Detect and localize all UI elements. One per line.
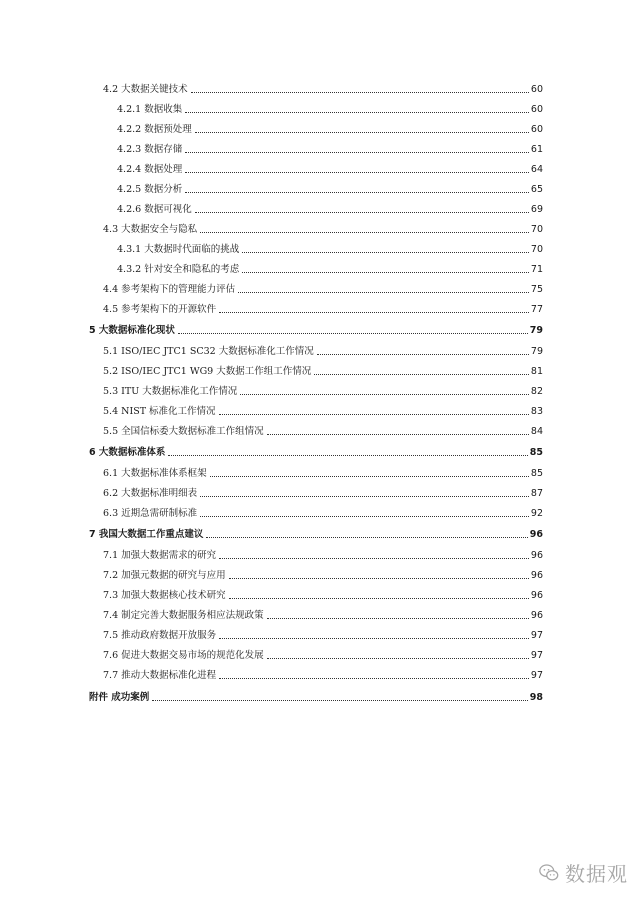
- toc-entry-title: 5.3 ITU 大数据标准化工作情况: [103, 386, 238, 397]
- dot-leader: [185, 192, 529, 193]
- toc-entry[interactable]: [103, 464, 543, 480]
- toc-entry-title: 6.1 大数据标准体系框架: [103, 468, 207, 479]
- toc-entry-page: 96: [530, 610, 543, 621]
- dot-leader: [219, 638, 529, 639]
- toc-entry-title: 5.5 全国信标委大数据标准工作组情况: [103, 426, 264, 437]
- toc-entry-title: 4.2.5 数据分析: [117, 184, 183, 195]
- dot-leader: [185, 112, 529, 113]
- toc-entry-page: 60: [530, 84, 543, 95]
- watermark: [538, 858, 628, 887]
- toc-entry-page: 70: [530, 224, 543, 235]
- toc-entry-title: 4.3.2 针对安全和隐私的考虑: [117, 264, 240, 275]
- dot-leader: [195, 132, 529, 133]
- toc-entry-title: 4.4 参考架构下的管理能力评估: [103, 284, 236, 295]
- toc-entry[interactable]: [103, 626, 543, 642]
- toc-entry-title: 7.1 加强大数据需求的研究: [103, 550, 217, 561]
- toc-entry-title: 7.4 制定完善大数据服务相应法规政策: [103, 610, 264, 621]
- dot-leader: [210, 476, 529, 477]
- toc-entry[interactable]: [117, 140, 543, 156]
- toc-entry[interactable]: [103, 666, 543, 682]
- dot-leader: [229, 578, 529, 579]
- dot-leader: [168, 455, 527, 456]
- toc-entry-title: 7.2 加强元数据的研究与应用: [103, 570, 226, 581]
- toc-entry-title: 7 我国大数据工作重点建议: [89, 529, 204, 540]
- toc-entry[interactable]: [89, 321, 543, 337]
- dot-leader: [200, 516, 529, 517]
- toc-entry-title: 4.5 参考架构下的开源软件: [103, 304, 217, 315]
- toc-entry[interactable]: [117, 200, 543, 216]
- toc-entry-page: 77: [530, 304, 543, 315]
- toc-entry[interactable]: [117, 180, 543, 196]
- toc-entry[interactable]: [103, 280, 543, 296]
- dot-leader: [242, 272, 529, 273]
- toc-entry-page: 79: [530, 346, 543, 357]
- toc-entry-title: 4.3 大数据安全与隐私: [103, 224, 198, 235]
- toc-entry-page: 96: [529, 529, 543, 540]
- toc-entry-page: 96: [530, 550, 543, 561]
- dot-leader: [219, 558, 529, 559]
- toc-entry[interactable]: [103, 504, 543, 520]
- dot-leader: [152, 700, 527, 701]
- dot-leader: [219, 414, 529, 415]
- toc-entry-page: 60: [530, 104, 543, 115]
- toc-entry-page: 96: [530, 590, 543, 601]
- toc-entry[interactable]: [103, 362, 543, 378]
- toc-entry-page: 96: [530, 570, 543, 581]
- dot-leader: [195, 212, 529, 213]
- toc-entry[interactable]: [117, 100, 543, 116]
- toc-entry-page: 81: [530, 366, 543, 377]
- dot-leader: [267, 434, 529, 435]
- toc-entry-title: 6.3 近期急需研制标准: [103, 508, 198, 519]
- toc-entry[interactable]: [103, 220, 543, 236]
- toc-entry-page: 75: [530, 284, 543, 295]
- toc-entry-page: 61: [530, 144, 543, 155]
- toc-entry-title: 7.7 推动大数据标准化进程: [103, 670, 217, 681]
- toc-entry[interactable]: [89, 443, 543, 459]
- toc-entry-title: 4.2.1 数据收集: [117, 104, 183, 115]
- toc-entry-page: 71: [530, 264, 543, 275]
- toc-entry-page: 64: [530, 164, 543, 175]
- toc-entry-title: 4.2.2 数据预处理: [117, 124, 192, 135]
- toc-entry-page: 82: [530, 386, 543, 397]
- toc-entry[interactable]: [103, 300, 543, 316]
- toc-entry[interactable]: [103, 566, 543, 582]
- toc-entry[interactable]: [117, 240, 543, 256]
- toc-entry-page: 97: [530, 630, 543, 641]
- toc-entry[interactable]: [117, 160, 543, 176]
- watermark-text: 数据观: [565, 862, 628, 886]
- wechat-icon: [538, 862, 560, 884]
- toc-entry[interactable]: [103, 646, 543, 662]
- toc-entry[interactable]: [103, 546, 543, 562]
- toc-entry[interactable]: [103, 402, 543, 418]
- toc-entry-title: 4.2.3 数据存储: [117, 144, 183, 155]
- dot-leader: [191, 92, 529, 93]
- dot-leader: [185, 152, 529, 153]
- toc-entry[interactable]: [103, 484, 543, 500]
- toc-entry-page: 97: [530, 670, 543, 681]
- toc-entry-page: 87: [530, 488, 543, 499]
- dot-leader: [229, 598, 529, 599]
- toc-entry[interactable]: [103, 586, 543, 602]
- dot-leader: [206, 537, 527, 538]
- toc-entry[interactable]: [103, 80, 543, 96]
- toc-entry-title: 7.3 加强大数据核心技术研究: [103, 590, 226, 601]
- dot-leader: [200, 232, 529, 233]
- toc-entry-title: 4.2.6 数据可视化: [117, 204, 192, 215]
- toc-entry-title: 5.1 ISO/IEC JTC1 SC32 大数据标准化工作情况: [103, 346, 314, 357]
- toc-entry-title: 6.2 大数据标准明细表: [103, 488, 198, 499]
- dot-leader: [219, 312, 529, 313]
- toc-entry[interactable]: [103, 606, 543, 622]
- toc-entry-title: 5 大数据标准化现状: [89, 325, 175, 336]
- toc-entry-page: 69: [530, 204, 543, 215]
- toc-entry-page: 84: [530, 426, 543, 437]
- toc-entry[interactable]: [89, 525, 543, 541]
- toc-entry[interactable]: [103, 382, 543, 398]
- dot-leader: [200, 496, 529, 497]
- dot-leader: [317, 354, 529, 355]
- toc-entry[interactable]: [117, 260, 543, 276]
- dot-leader: [178, 333, 528, 334]
- toc-entry-title: 附件 成功案例: [89, 692, 150, 703]
- toc-entry-title: 7.5 推动政府数据开放服务: [103, 630, 217, 641]
- toc-entry-page: 97: [530, 650, 543, 661]
- dot-leader: [267, 618, 529, 619]
- toc-entry-page: 79: [529, 325, 543, 336]
- toc-entry-page: 70: [530, 244, 543, 255]
- toc-entry-page: 60: [530, 124, 543, 135]
- toc-entry[interactable]: [117, 120, 543, 136]
- toc-entry-page: 92: [530, 508, 543, 519]
- toc-entry[interactable]: [89, 688, 543, 704]
- toc-entry-title: 4.3.1 大数据时代面临的挑战: [117, 244, 240, 255]
- dot-leader: [185, 172, 529, 173]
- toc-entry-page: 85: [530, 468, 543, 479]
- dot-leader: [242, 252, 529, 253]
- dot-leader: [219, 678, 529, 679]
- toc-entry-page: 98: [529, 692, 543, 703]
- dot-leader: [240, 394, 529, 395]
- toc-entry-title: 4.2 大数据关键技术: [103, 84, 188, 95]
- toc-entry-title: 6 大数据标准体系: [89, 447, 166, 458]
- dot-leader: [314, 374, 529, 375]
- toc-entry-title: 4.2.4 数据处理: [117, 164, 183, 175]
- dot-leader: [267, 658, 529, 659]
- toc-entry-page: 83: [530, 406, 543, 417]
- dot-leader: [238, 292, 529, 293]
- toc-entry-title: 5.2 ISO/IEC JTC1 WG9 大数据工作组工作情况: [103, 366, 312, 377]
- toc-entry-title: 7.6 促进大数据交易市场的规范化发展: [103, 650, 264, 661]
- toc-entry-page: 85: [529, 447, 543, 458]
- toc-entry-title: 5.4 NIST 标准化工作情况: [103, 406, 216, 417]
- toc-entry[interactable]: [103, 422, 543, 438]
- toc-entry-page: 65: [530, 184, 543, 195]
- toc-entry[interactable]: [103, 342, 543, 358]
